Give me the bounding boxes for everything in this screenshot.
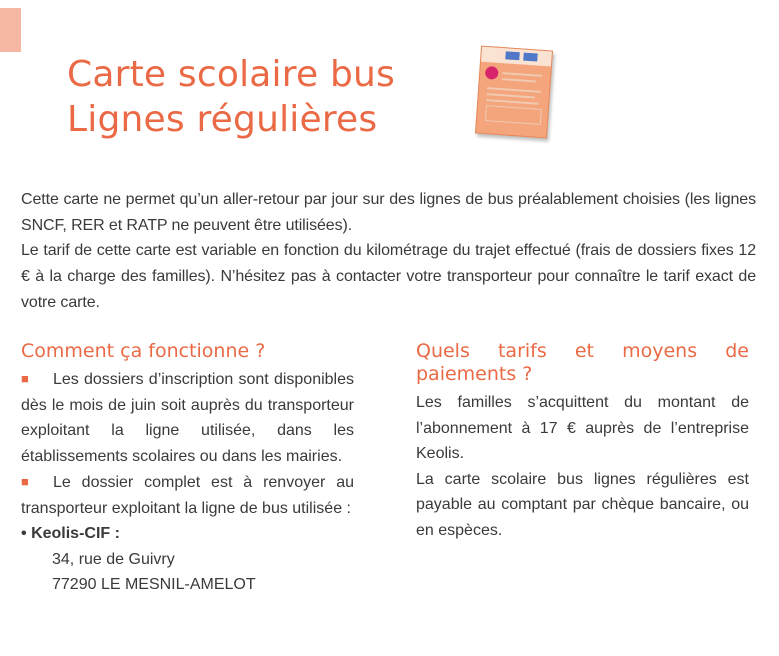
intro-text bbox=[21, 187, 756, 316]
list-item-text: Le dossier complet est à renvoyer au transporteur exploitant la ligne de bus utilisée : bbox=[21, 474, 354, 517]
address-line: 77290 LE MESNIL-AMELOT bbox=[52, 576, 256, 593]
section-heading: Quels tarifs et moyens de paiements ? bbox=[416, 340, 749, 385]
pricing-paragraph-2: La carte scolaire bus lignes régulières est payable au comptant par chèque bancaire, ou en espèces. bbox=[416, 470, 749, 539]
page-title bbox=[67, 52, 395, 142]
contact-name-text: Keolis-CIF : bbox=[31, 525, 120, 542]
square-bullet-icon: ■ bbox=[21, 474, 29, 489]
how-it-works-section bbox=[21, 340, 354, 598]
contact-name bbox=[21, 521, 354, 547]
list-item-text: Les dossiers d’inscription sont disponibles dès le mois de juin soit auprès du transporteur exploitant la ligne utilisée, dans les établissements scolaires ou dans les mairies. bbox=[21, 371, 354, 465]
bullet-dot-icon: • bbox=[21, 525, 27, 542]
intro-paragraph-1: Cette carte ne permet qu’un aller-retour par jour sur des lignes de bus préalablement choisies (les lignes SNCF, RER et RATP ne peuvent être utilisées). bbox=[21, 191, 756, 234]
pricing-section bbox=[416, 340, 749, 543]
pricing-paragraph-1: Les familles s’acquittent du montant de l’abonnement à 17 € auprès de l’entreprise Keolis. bbox=[416, 394, 749, 462]
section-heading: Comment ça fonctionne ? bbox=[21, 340, 266, 362]
intro-paragraph-2: Le tarif de cette carte est variable en fonction du kilométrage du trajet effectué (frais de dossiers fixes 12 € à la charge des familles). N’hésitez pas à contacter votre transporteur pour connaître le tarif exact de votre carte. bbox=[21, 242, 756, 311]
school-card-thumbnail bbox=[475, 46, 553, 139]
square-bullet-icon: ■ bbox=[21, 371, 29, 386]
card-logo-icon bbox=[485, 66, 499, 80]
list-item bbox=[21, 366, 354, 469]
address-line: 34, rue de Guivry bbox=[52, 550, 175, 568]
list-item bbox=[21, 469, 354, 521]
accent-bar bbox=[0, 8, 21, 52]
title-line-2: Lignes régulières bbox=[67, 99, 378, 140]
title-line-1: Carte scolaire bus bbox=[67, 54, 395, 95]
